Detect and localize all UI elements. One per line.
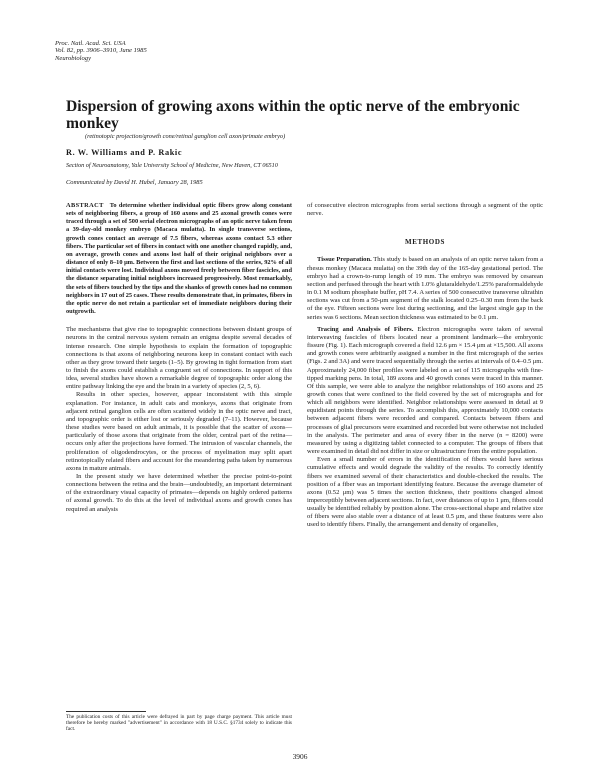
runin-heading: Tissue Preparation.: [317, 256, 372, 264]
affiliation: Section of Neuroanatomy, Yale University School of Medicine, New Haven, CT 06510: [66, 162, 278, 169]
article-title: Dispersion of growing axons within the optic nerve of the embryonic monkey: [66, 98, 520, 132]
footnote-rule: [66, 711, 146, 712]
body-paragraph: The mechanisms that give rise to topographic connections between distant groups of neurons in the central nervous system remain an enigma despite several decades of intense research. One simple hypothesis to explain the formation of topographic connections is that axons of neighboring neurons keep in constant contact with each other as they grow toward their targets (1–5). By growing in tight formation from start to finish the axons could establish a congruent set of connections. In support of this idea, several studies have shown a remarkable degree of topographic order along the entire pathway linking the eye and the brain in a variety of species (2, 5, 6).: [66, 326, 292, 391]
journal-field: Neurobiology: [55, 54, 92, 62]
journal-header: [55, 40, 147, 62]
communicated-by: Communicated by David H. Hubel, January 28, 1985: [66, 179, 203, 186]
runin-heading: Tracing and Analysis of Fibers.: [317, 325, 414, 333]
methods-text: Even a small number of errors in the identification of fibers would have serious cumulative effects and would degrade the validity of the results. To correctly identify fibers we examined several of their characteristics and double-checked the results. The position of a fiber was an important identifying feature. Because the average diameter of axons (0.52 μm) was 5 times the section thickness, their positions changed almost imperceptibly between adjacent sections. In fact, over distances of up to 1 μm, fibers could usually be identified reliably by position alone. The cross-sectional shape and relative size of fibers were also stable over a distance of at least 0.5 μm, and these features were also used to identify fibers. Finally, the arrangement and density of organelles,: [307, 456, 543, 529]
abstract-label: ABSTRACT: [66, 202, 104, 209]
page-number: 3906: [292, 752, 308, 761]
left-column: [66, 202, 292, 514]
methods-paragraph: [307, 256, 543, 321]
methods-heading: METHODS: [405, 238, 445, 247]
footnote: The publication costs of this article were defrayed in part by page charge payment. This article must therefore be hereby marked "advertisement" in accordance with 18 U.S.C. §1734 solely to indicate this fact.: [66, 714, 292, 733]
methods-paragraph: [307, 456, 543, 529]
methods-paragraph: [307, 326, 543, 457]
abstract: [66, 202, 292, 316]
body-paragraph: Results in other species, however, appear inconsistent with this simple explanation. For instance, in adult cats and monkeys, axons that originate from adjacent retinal ganglion cells are often scattered widely in the optic nerve and tract, and topographic order is either lost or seriously degraded (7–11). However, because these studies were based on adult animals, it is possible that the scatter of axons—particularly of those axons that originate from the older, central part of the retina—occurs only after the projections have formed. The intrusion of vascular channels, the proliferation of oligodendrocytes, or the process of myelination may split apart retinotopically related fibers and account for the meandering paths taken by numerous axons in mature animals.: [66, 391, 292, 472]
body-paragraph: of consecutive electron micrographs from serial sections through a segment of the optic nerve.: [307, 202, 543, 218]
methods-text: Electron micrographs were taken of several interweaving fascicles of fibers located near a prominent landmark—the embryonic fissure (Fig. 1). Each micrograph covered a field 12.6 μm × 15.4 μm at ×15,500. All axons and growth cones were arbitrarily assigned a number in the first micrograph of the series (Figs. 2 and 3A) and were traced sequentially through the series at intervals of 0.4–0.5 μm. Approximately 24,000 fiber profiles were labeled on a set of 115 micrographs with fine-tipped marking pens. In total, 189 axons and 40 growth cones were traced in this manner. Of this sample, we were able to analyze the neighbor relationships of 160 axons and 25 growth cones that were confined to the field covered by the set of micrographs and for which all neighbors were identified. Neighbor relationships were assessed in detail at 9 equidistant points through the series. To accomplish this, approximately 10,000 contacts between adjacent fibers were recorded and compared. Contacts between fibers and processes of glial precursors were examined and recorded but were otherwise not included in the analysis. The perimeter and area of every fiber in the nerve (n = 8200) were measured by using a digitizing tablet connected to a computer. The groups of fibers that were examined in detail did not differ in size or ultrastructure from the entire population.: [307, 325, 543, 456]
methods-text: This study is based on an analysis of an optic nerve taken from a rhesus monkey (Macaca mulatta) on the 39th day of the 165-day gestational period. The embryo had a crown-to-rump length of 19 mm. The embryo was removed by cesarean section and perfused through the heart with 1.0% glutaraldehyde/1.25% paraformaldehyde in 0.1 M sodium phosphate buffer, pH 7.4. A series of 500 consecutive transverse ultrathin sections was cut from a 50-μm segment of the stalk located 0.25–0.30 mm from the back of the eye. Fifteen sections were lost during sectioning, and the largest single gap in the series was 6 sections. Mean section thickness was estimated to be 0.1 μm.: [307, 256, 543, 321]
right-column: [307, 202, 543, 530]
journal-name: Proc. Natl. Acad. Sci. USA: [55, 40, 126, 47]
keywords: (retinotopic projection/growth cone/retinal ganglion cell axon/primate embryo): [85, 133, 286, 140]
journal-volume: Vol. 82, pp. 3906–3910, June 1985: [55, 47, 147, 55]
body-paragraph: In the present study we have determined whether the precise point-to-point connections between the retina and the brain—undoubtedly, an important determinant of the extraordinary visual capacity of primates—depends on highly ordered patterns of axonal growth. To do this at the level of individual axons and growth cones has required an analysis: [66, 473, 292, 513]
abstract-text: To determine whether individual optic fibers grow along constant sets of neighboring fibers, a group of 160 axons and 25 axonal growth cones were traced through a set of 500 serial electron micrographs of an optic nerve taken from a 39-day-old monkey embryo (Macaca mulatta). In single transverse sections, growth cones contact an average of 7.5 fibers, whereas axons contact 5.3 other fibers. The particular set of fibers in contact with one another changed rapidly, and, on average, growth cones and axons lost half of their original neighbors over a distance of only 8–10 μm. Between the first and last sections of the series, 92% of all initial contacts were lost. Individual axons moved freely between fiber fascicles, and the distance separating initial neighbors increased progressively. Most remarkably, the sets of fibers touched by the tips and the shanks of growth cones had no common neighbors in 17 out of 25 cases. These results demonstrate that, in primates, fibers in the optic nerve do not retain a particular set of immediate neighbors during their outgrowth.: [66, 202, 292, 316]
authors: R. W. Williams and P. Rakic: [66, 148, 183, 157]
